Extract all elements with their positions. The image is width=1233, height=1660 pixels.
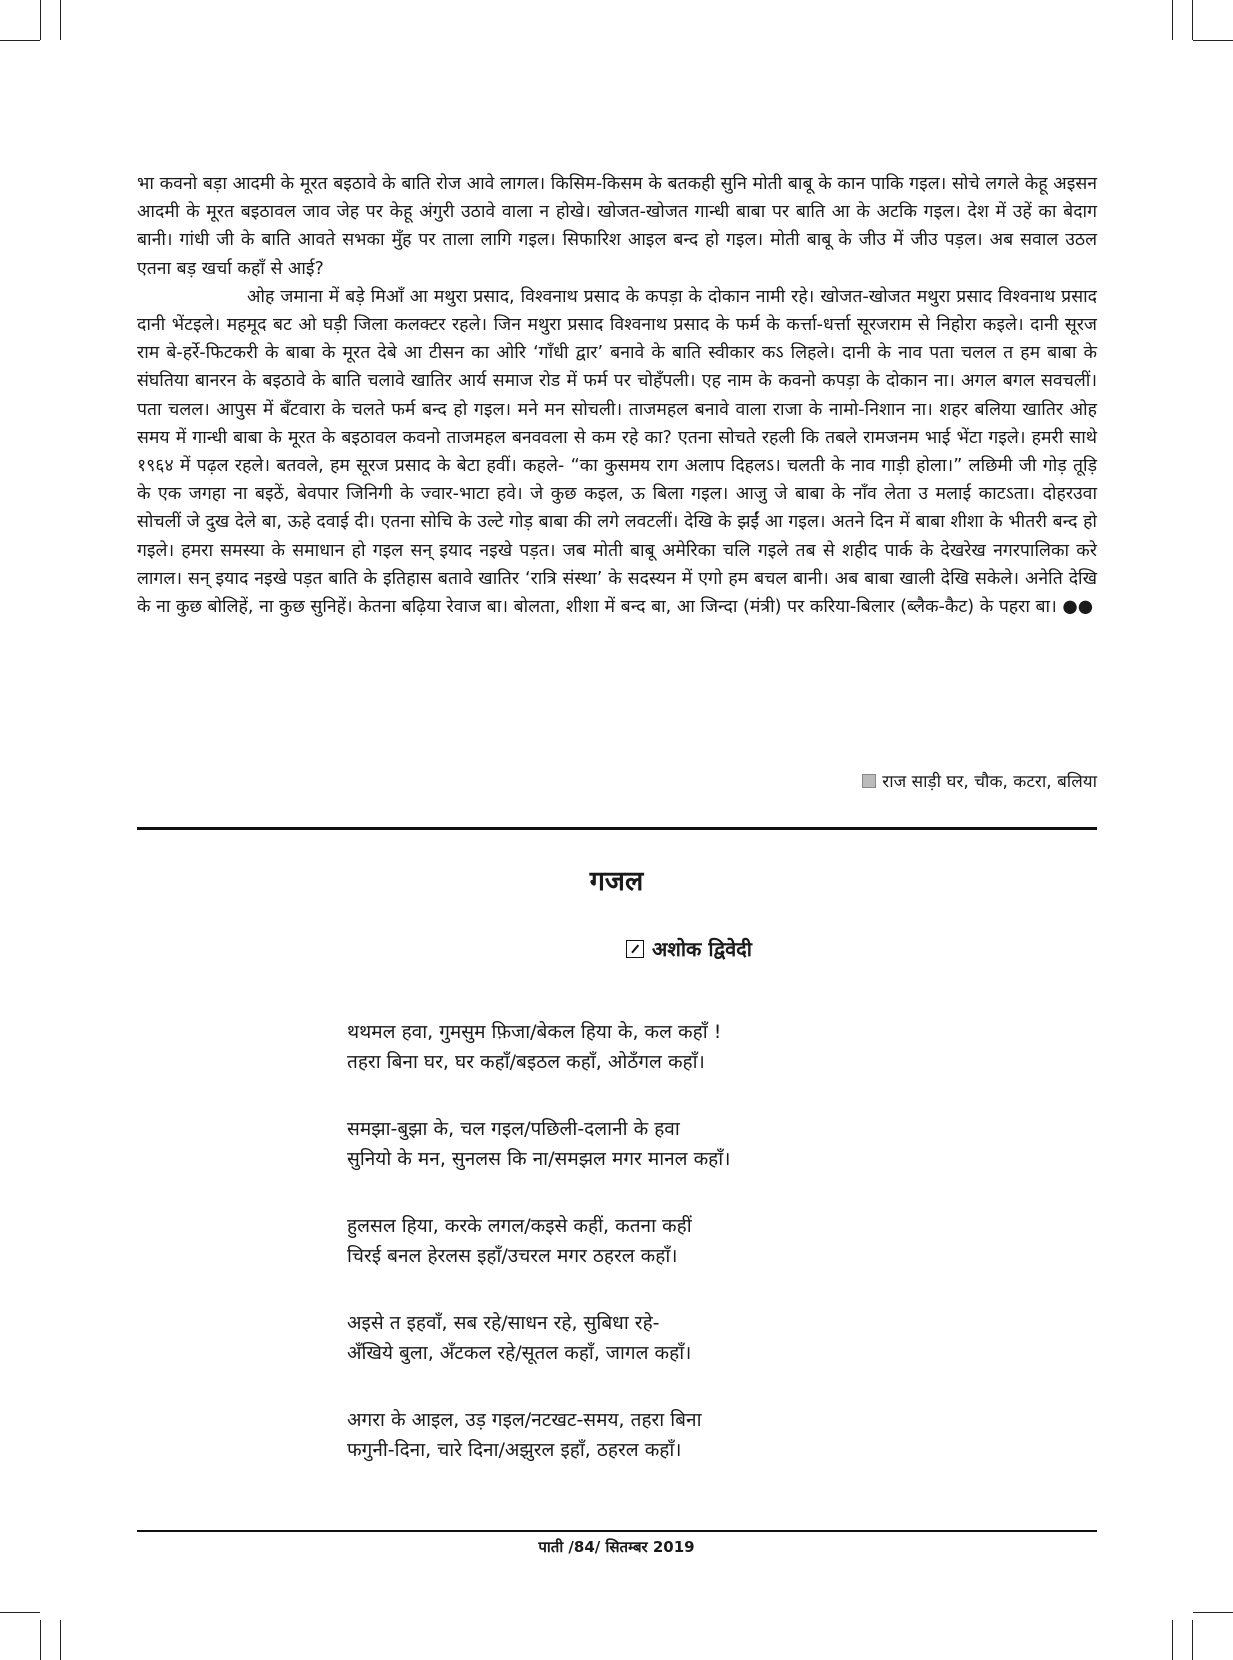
article-body [137, 170, 1097, 621]
couplet-line: चिरई बनल हेरलस इहाँ/उचरल मगर ठहरल कहाँ। [347, 1245, 678, 1267]
couplet [347, 1308, 1047, 1368]
page-folio: पाती /84/ सितम्बर 2019 [538, 1538, 695, 1556]
crop-mark [40, 0, 41, 40]
couplet-line: अगरा के आइल, उड़ गइल/नटखट-समय, तहरा बिना [347, 1409, 702, 1431]
couplet-line: अइसे त इहवाँ, सब रहे/साधन रहे, सुबिधा रहे- [347, 1312, 660, 1334]
crop-mark [1192, 1620, 1193, 1660]
couplet-line: तहरा बिना घर, घर कहाँ/बइठल कहाँ, ओठँगल कहाँ। [347, 1051, 705, 1073]
couplet-line: सुनियो के मन, सुनलस कि ना/समझल मगर मानल कहाँ। [347, 1148, 731, 1170]
couplet-line: फगुनी-दिना, चारे दिना/अझुरल इहाँ, ठहरल कहाँ। [347, 1439, 682, 1461]
crop-mark [40, 1620, 41, 1660]
article-attribution [862, 770, 1097, 794]
couplet-line: अँखिये बुला, अँटकल रहे/सूतल कहाँ, जागल कहाँ। [347, 1342, 692, 1364]
section-divider [137, 827, 1097, 830]
crop-mark [0, 1612, 40, 1613]
footer-divider [137, 1530, 1097, 1532]
article-paragraph: भा कवनो बड़ा आदमी के मूरत बइठावे के बाति रोज आवे लागल। किसिम-किसम के बतकही सुनि मोती बाबू के कान पाकि गइल। सोचे लगले केहू अइसन आदमी के मूरत बइठावल जाव जेह पर केहू अंगुरी उठावे वाला न होखे। खोजत-खोजत गान्धी बाबा पर बाति आ के अटकि गइल। देश में उहें का बेदाग बानी। गांधी जी के बाति आवते सभका मुँह पर ताला लागि गइल। सिफारिश आइल बन्द हो गइल। मोती बाबू के जीउ में जीउ पड़ल। अब सवाल उठल एतना बड़ खर्चा कहाँ से आई? [137, 174, 1097, 279]
crop-mark [1193, 1612, 1233, 1613]
poem-title: गजल [589, 866, 644, 897]
poem-couplets [347, 1017, 1047, 1502]
couplet-line: थथमल हवा, गुमसुम फ़िजा/बेकल हिया के, कल कहाँ ! [347, 1021, 722, 1043]
poem-author [626, 935, 752, 963]
crop-mark [0, 40, 40, 41]
couplet [347, 1017, 1047, 1077]
crop-mark [1172, 0, 1173, 40]
crop-mark [1172, 1620, 1173, 1660]
couplet [347, 1405, 1047, 1465]
couplet [347, 1211, 1047, 1271]
couplet-line: समझा-बुझा के, चल गइल/पछिली-दलानी के हवा [347, 1118, 680, 1140]
couplet [347, 1114, 1047, 1174]
attribution-text: राज साड़ी घर, चौक, कटरा, बलिया [882, 772, 1097, 792]
crop-mark [60, 0, 61, 40]
crop-mark [1193, 40, 1233, 41]
couplet-line: हुलसल हिया, करके लगल/कइसे कहीं, कतना कहीं [347, 1215, 692, 1237]
pen-icon [626, 940, 644, 958]
crop-mark [60, 1620, 61, 1660]
author-name: अशोक द्विवेदी [652, 937, 752, 961]
article-paragraph: ओह जमाना में बड़े मिआँ आ मथुरा प्रसाद, विश्वनाथ प्रसाद के कपड़ा के दोकान नामी रहे। खोजत-खोजत मथुरा प्रसाद विश्वनाथ प्रसाद दानी भेंटइले। महमूद बट ओ घड़ी जिला कलक्टर रहले। जिन मथुरा प्रसाद विश्वनाथ प्रसाद के फर्म के कर्त्ता-धर्त्ता सूरजराम से निहोरा कइले। दानी सूरज राम बे-हर्रे-फिटकरी के बाबा के मूरत देबे आ टीसन का ओरि ‘गाँधी द्वार’ बनावे के बाति स्वीकार कऽ लिहले। दानी के नाव पता चलल त हम बाबा के संघतिया बानरन के बइठावे के बाति चलावे खातिर आर्य समाज रोड में फर्म पर चोहँपली। एह नाम के कवनो कपड़ा के दोकान ना। अगल बगल सवचलीं। पता चलल। आपुस में बँटवारा के चलते फर्म बन्द हो गइल। मने मन सोचली। ताजमहल बनावे वाला राजा के नामो-निशान ना। शहर बलिया खातिर ओह समय में गान्धी बाबा के मूरत के बइठावल कवनो ताजमहल बनववला से कम रहे का? एतना सोचते रहली कि तबले रामजनम भाई भेंटा गइले। हमरी साथे १९६४ में पढ़ल रहले। बतवले, हम सूरज प्रसाद के बेटा हवीं। कहले- “का कुसमय राग अलाप दिहलऽ। चलती के नाव गाड़ी होला।” लछिमी जी गोड़ तूड़ि के एक जगहा ना बइठें, बेवपार जिनिगी के ज्वार-भाटा हवे। जे कुछ कइल, ऊ बिला गइल। आजु जे बाबा के नाँव लेता उ मलाई काटऽता। दोहरउवा सोचलीं जे दुख देले बा, ऊहे दवाई दी। एतना सोचि के उल्टे गोड़ बाबा की लगे लवटलीं। देखि के झईं आ गइल। अतने दिन में बाबा शीशा के भीतरी बन्द हो गइले। हमरा समस्या के समाधान हो गइल सन् इयाद नइखे पड़त। जब मोती बाबू अमेरिका चलि गइले तब से शहीद पार्क के देखरेख नगरपालिका करे लागल। सन् इयाद नइखे पड़त बाति के इतिहास बतावे खातिर ‘रात्रि संस्था’ के सदस्यन में एगो हम बचल बानी। अब बाबा खाली देखि सकेले। अनेति देखि के ना कुछ बोलिहें, ना कुछ सुनिहें। केतना बढ़िया रेवाज बा। बोलता, शीशा में बन्द बा, आ जिन्दा (मंत्री) पर करिया-बिलार (ब्लैक-कैट) के पहरा बा। ●● [137, 286, 1097, 618]
square-bullet-icon [862, 774, 876, 788]
crop-mark [1192, 0, 1193, 40]
